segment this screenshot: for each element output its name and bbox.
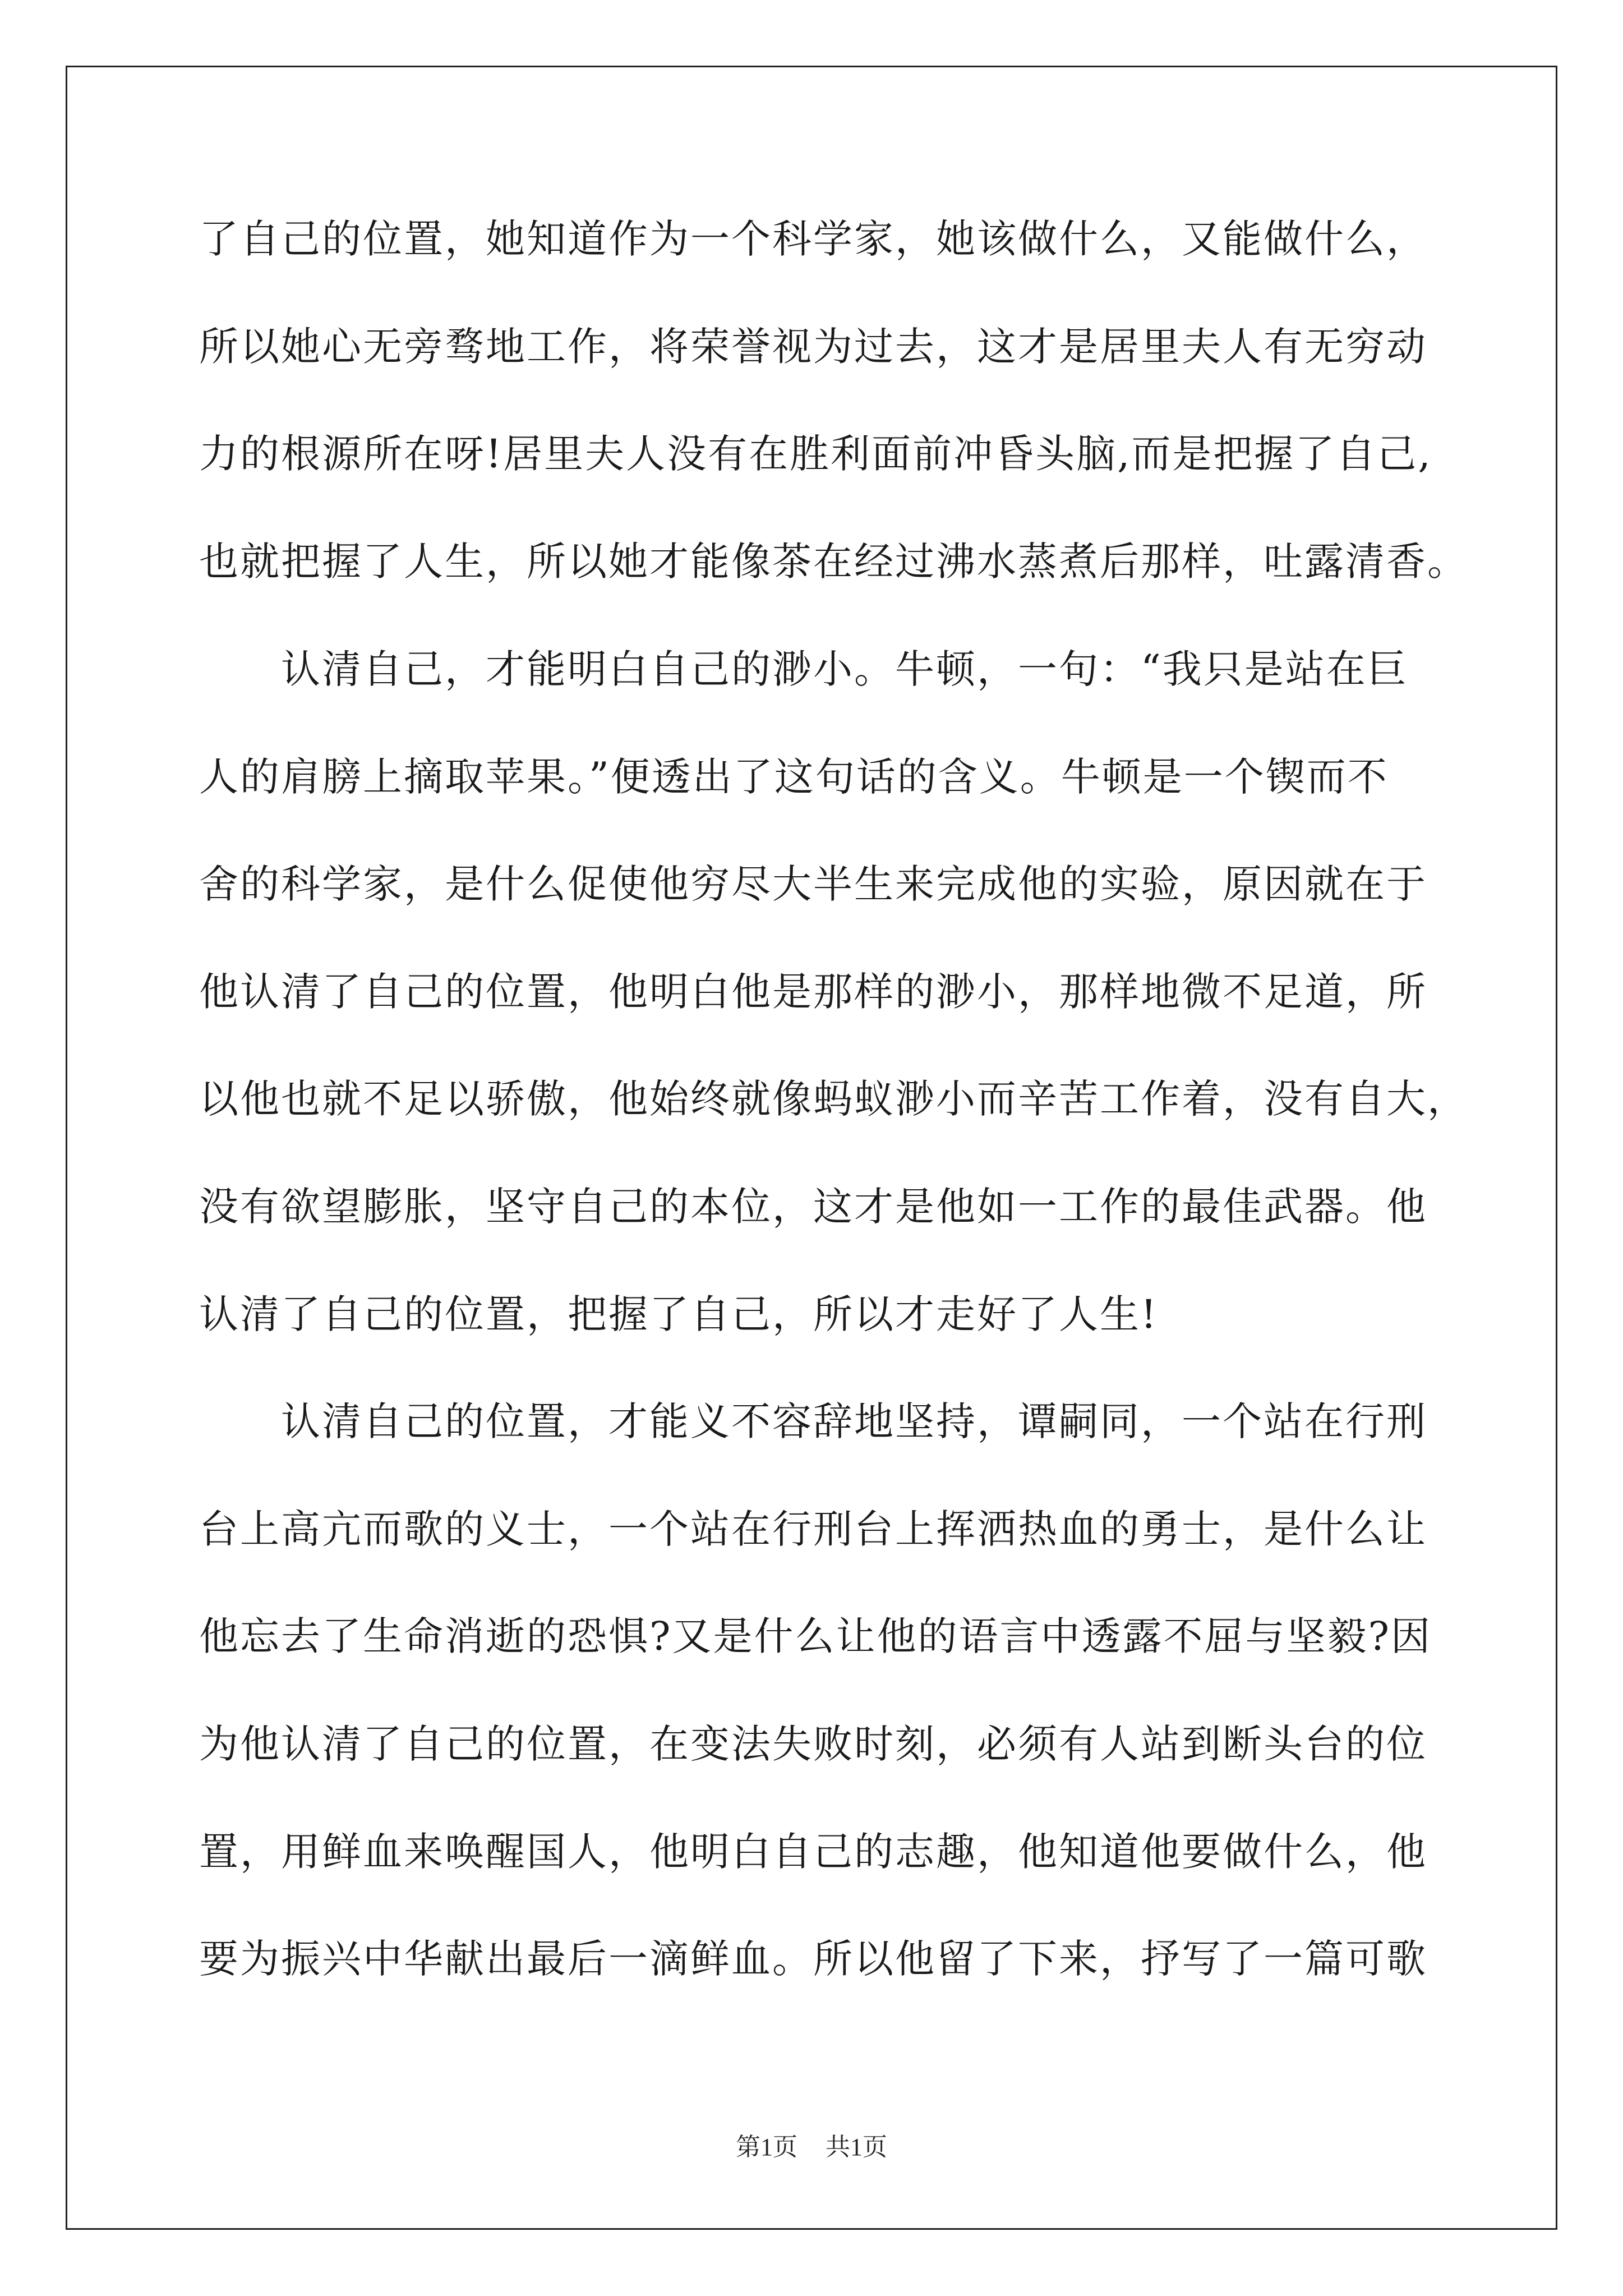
text-line: 所以她心无旁骛地工作，将荣誉视为过去，这才是居里夫人有无穷动: [199, 324, 1427, 370]
text-line: 没有欲望膨胀，坚守自己的本位，这才是他如一工作的最佳武器。他: [199, 1184, 1427, 1230]
page-number: 第1页: [736, 2133, 797, 2161]
page-footer: [0, 2131, 1623, 2164]
text-line: 舍的科学家，是什么促使他穷尽大半生来完成他的实验，原因就在于: [199, 861, 1427, 907]
text-line: 他认清了自己的位置，他明白他是那样的渺小，那样地微不足道，所: [199, 969, 1427, 1015]
page-total: 共1页: [826, 2133, 887, 2161]
text-line: 了自己的位置，她知道作为一个科学家，她该做什么，又能做什么，: [199, 216, 1427, 262]
text-line: 力的根源所在呀!居里夫人没有在胜利面前冲昏头脑,而是把握了自己,: [199, 431, 1432, 477]
text-line: 认清自己，才能明白自己的渺小。牛顿，一句：“我只是站在巨: [199, 646, 1408, 692]
text-line: 台上高亢而歌的义士，一个站在行刑台上挥洒热血的勇士，是什么让: [199, 1506, 1427, 1552]
text-line: 为他认清了自己的位置，在变法失败时刻，必须有人站到断头台的位: [199, 1721, 1427, 1767]
text-line: 人的肩膀上摘取苹果。”便透出了这句话的含义。牛顿是一个锲而不: [199, 754, 1389, 800]
page-border: [66, 66, 1557, 2230]
text-line: 以他也就不足以骄傲，他始终就像蚂蚁渺小而辛苦工作着，没有自大，: [199, 1076, 1468, 1122]
text-line: 他忘去了生命消逝的恐惧?又是什么让他的语言中透露不屈与坚毅?因: [199, 1613, 1432, 1659]
text-line: 认清了自己的位置，把握了自己，所以才走好了人生!: [199, 1291, 1159, 1337]
text-line: 要为振兴中华献出最后一滴鲜血。所以他留了下来，抒写了一篇可歌: [199, 1936, 1427, 1982]
text-line: 也就把握了人生，所以她才能像茶在经过沸水蒸煮后那样，吐露清香。: [199, 539, 1468, 585]
text-line: 置，用鲜血来唤醒国人，他明白自己的志趣，他知道他要做什么，他: [199, 1829, 1427, 1875]
text-line: 认清自己的位置，才能义不容辞地坚持，谭嗣同，一个站在行刑: [199, 1398, 1427, 1444]
